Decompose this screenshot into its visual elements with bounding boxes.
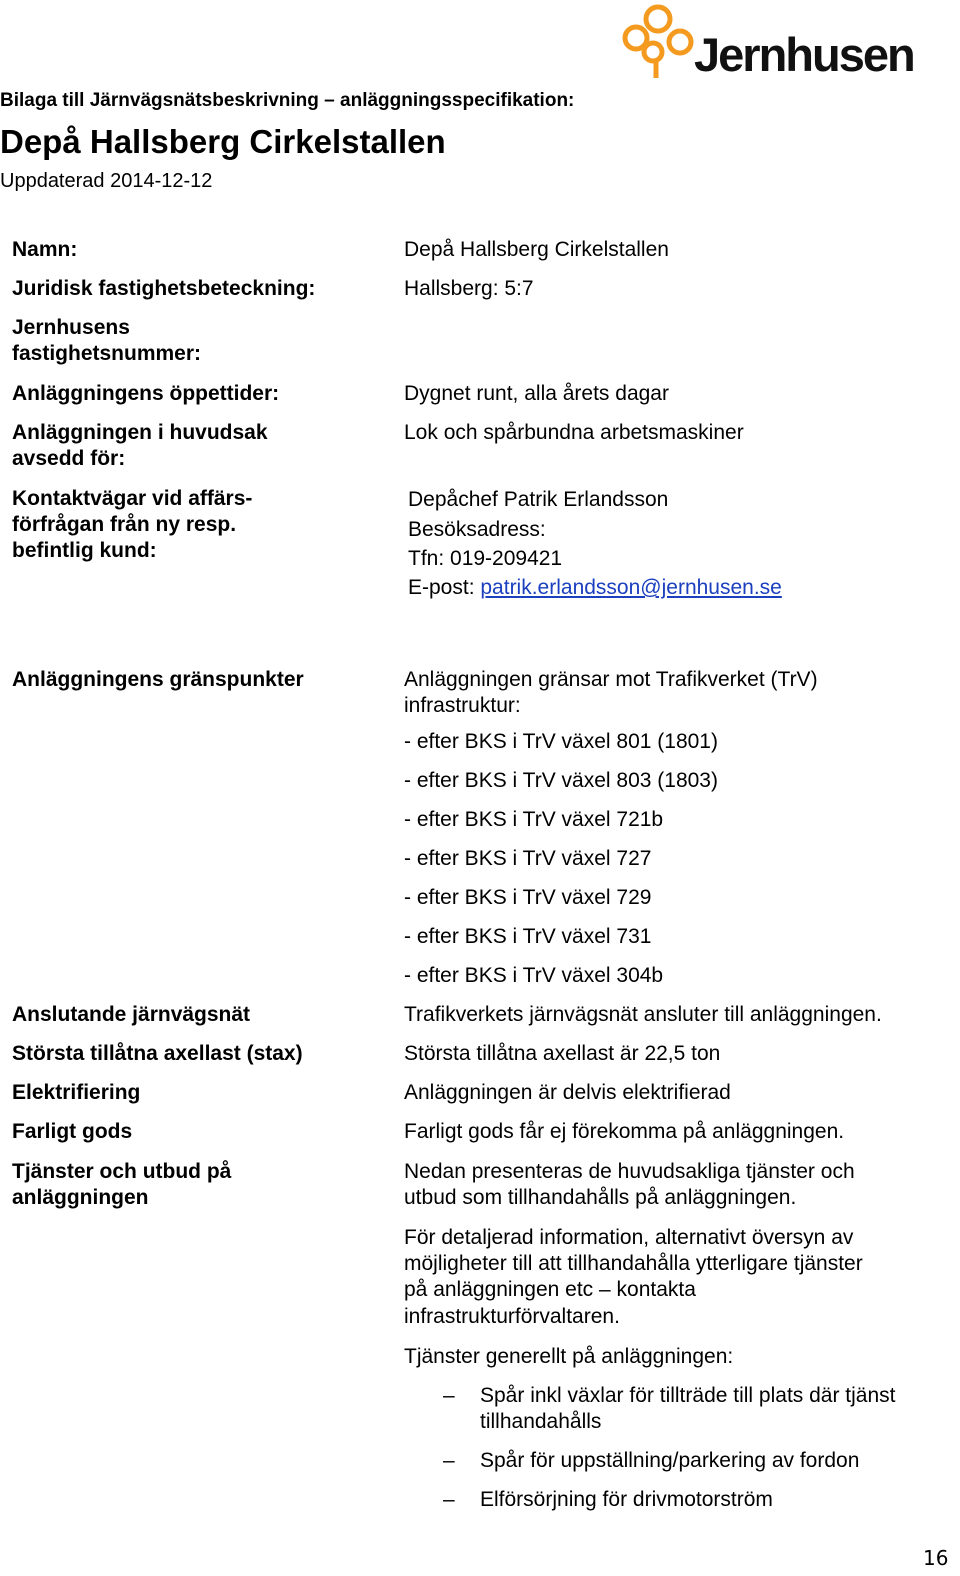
electrification-label: Elektrifiering [12, 1081, 141, 1104]
boundary-point: - efter BKS i TrV växel 729 [404, 886, 652, 909]
boundary-intro-line1: Anläggningen gränsar mot Trafikverket (TrV) [404, 668, 818, 691]
property-label: Juridisk fastighetsbeteckning: [12, 277, 316, 300]
services-label-line1: Tjänster och utbud på [12, 1160, 232, 1183]
service-item-3: Elförsörjning för drivmotorström [480, 1488, 773, 1511]
network-value: Trafikverkets järnvägsnät ansluter till anläggningen. [404, 1003, 882, 1026]
boundary-point: - efter BKS i TrV växel 731 [404, 925, 652, 948]
boundary-point: - efter BKS i TrV växel 727 [404, 847, 652, 870]
opening-hours-value: Dygnet runt, alla årets dagar [404, 382, 669, 405]
property-number-label-line2: fastighetsnummer: [12, 342, 202, 365]
contact-phone: Tfn: 019-209421 [408, 547, 563, 570]
network-label: Anslutande järnvägsnät [12, 1003, 251, 1026]
contact-email-label: E-post: [408, 576, 481, 599]
dangerous-goods-label: Farligt gods [12, 1120, 133, 1143]
services-info-line2: möjligheter till att tillhandahålla ytterligare tjänster [404, 1252, 863, 1275]
page-number: 16 [923, 1546, 949, 1570]
axle-load-value: Största tillåtna axellast är 22,5 ton [404, 1042, 721, 1065]
page-title: Depå Hallsberg Cirkelstallen [0, 123, 446, 160]
contact-email-row [408, 575, 782, 601]
bullet-dash: – [443, 1384, 455, 1407]
bullet-dash: – [443, 1488, 455, 1511]
logo-text: Jernhusen [694, 28, 914, 81]
boundary-label: Anläggningens gränspunkter [12, 668, 304, 691]
bullet-dash: – [443, 1449, 455, 1472]
services-intro-line2: utbud som tillhandahålls på anläggningen. [404, 1186, 797, 1209]
contact-label-line2: förfrågan från ny resp. [12, 513, 237, 536]
contact-email-link[interactable]: patrik.erlandsson@jernhusen.se [480, 576, 782, 599]
updated-date: Uppdaterad 2014-12-12 [0, 170, 213, 192]
services-info-line1: För detaljerad information, alternativt översyn av [404, 1226, 854, 1249]
document-subtitle: Bilaga till Järnvägsnätsbeskrivning – anläggningsspecifikation: [0, 90, 575, 111]
boundary-point: - efter BKS i TrV växel 803 (1803) [404, 769, 718, 792]
boundary-point: - efter BKS i TrV växel 801 (1801) [404, 730, 718, 753]
jernhusen-logo-icon [618, 2, 698, 80]
name-label: Namn: [12, 238, 78, 261]
contact-address: Besöksadress: [408, 518, 546, 541]
service-item-2: Spår för uppställning/parkering av fordon [480, 1449, 860, 1472]
service-item-1-line2: tillhandahålls [480, 1410, 602, 1433]
property-number-label-line1: Jernhusens [12, 316, 130, 339]
dangerous-goods-value: Farligt gods får ej förekomma på anläggningen. [404, 1120, 845, 1143]
service-item-1-line1: Spår inkl växlar för tillträde till plats där tjänst [480, 1384, 896, 1407]
contact-label-line3: befintlig kund: [12, 539, 157, 562]
services-info-line4: infrastrukturförvaltaren. [404, 1305, 620, 1328]
name-value: Depå Hallsberg Cirkelstallen [404, 238, 669, 261]
purpose-label-line1: Anläggningen i huvudsak [12, 421, 268, 444]
contact-person: Depåchef Patrik Erlandsson [408, 488, 669, 511]
services-info-line3: på anläggningen etc – kontakta [404, 1278, 696, 1301]
property-value: Hallsberg: 5:7 [404, 277, 534, 300]
contact-label-line1: Kontaktvägar vid affärs- [12, 487, 253, 510]
opening-hours-label: Anläggningens öppettider: [12, 382, 280, 405]
axle-load-label: Största tillåtna axellast (stax) [12, 1042, 303, 1065]
electrification-value: Anläggningen är delvis elektrifierad [404, 1081, 731, 1104]
purpose-label-line2: avsedd för: [12, 447, 126, 470]
boundary-point: - efter BKS i TrV växel 721b [404, 808, 664, 831]
purpose-value: Lok och spårbundna arbetsmaskiner [404, 421, 744, 444]
services-general-heading: Tjänster generellt på anläggningen: [404, 1345, 734, 1368]
services-intro-line1: Nedan presenteras de huvudsakliga tjänster och [404, 1160, 855, 1183]
boundary-intro-line2: infrastruktur: [404, 694, 521, 717]
boundary-point: - efter BKS i TrV växel 304b [404, 964, 664, 987]
services-label-line2: anläggningen [12, 1186, 149, 1209]
